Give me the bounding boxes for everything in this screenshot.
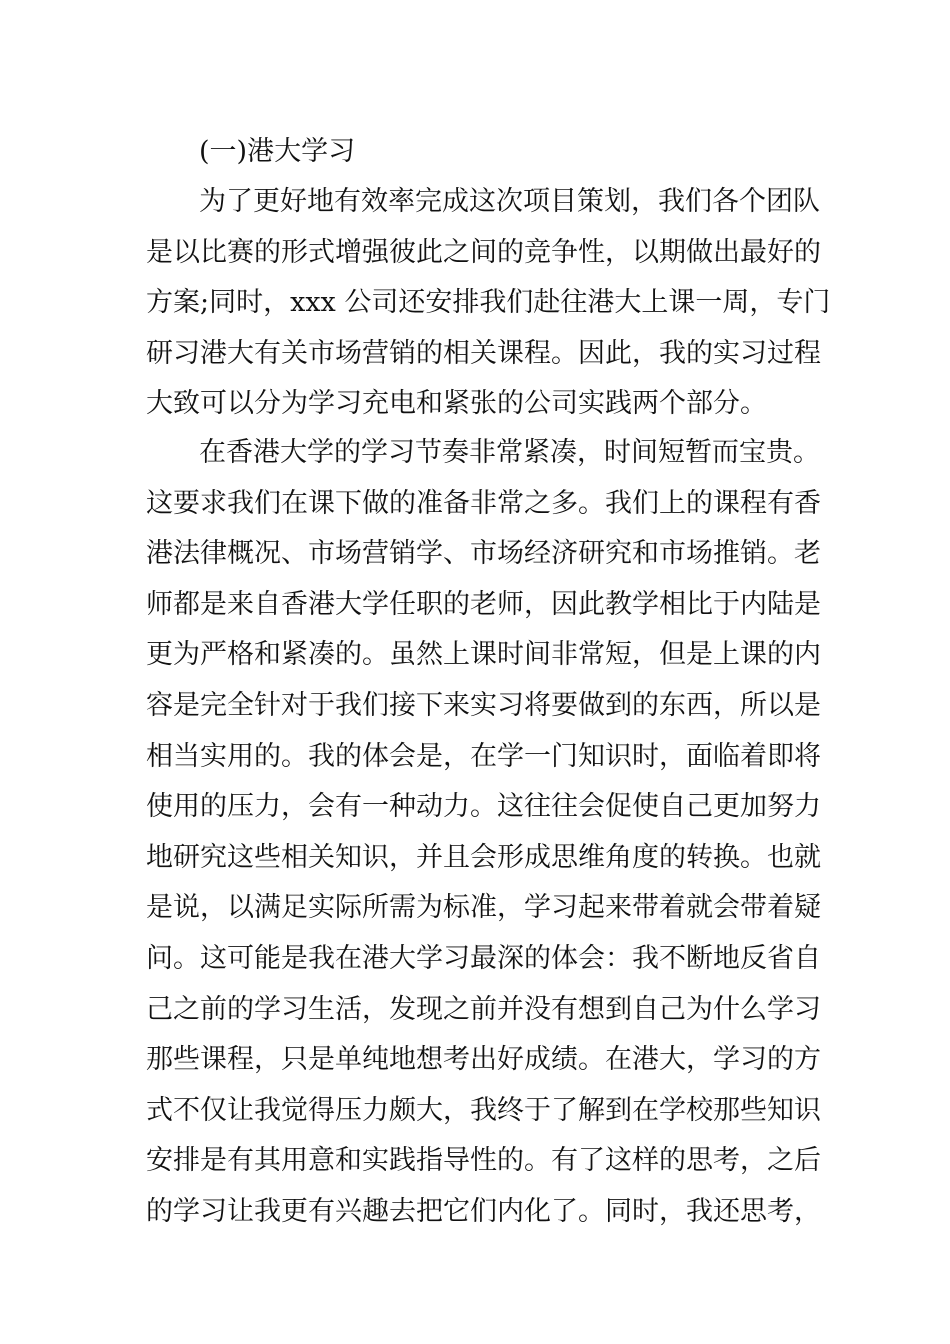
paragraph-line: 港法律概况、市场营销学、市场经济研究和市场推销。老 xyxy=(146,538,821,570)
paragraph-line: 的学习让我更有兴趣去把它们内化了。同时，我还思考， xyxy=(146,1195,821,1227)
paragraph-line: 使用的压力，会有一种动力。这往往会促使自己更加努力 xyxy=(146,791,821,823)
paragraph-line: 式不仅让我觉得压力颇大，我终于了解到在学校那些知识 xyxy=(146,1094,821,1126)
paragraph-line: 己之前的学习生活，发现之前并没有想到自己为什么学习 xyxy=(146,993,821,1025)
paragraph-line: 问。这可能是我在港大学习最深的体会：我不断地反省自 xyxy=(146,942,821,974)
paragraph-line: 更为严格和紧凑的。虽然上课时间非常短，但是上课的内 xyxy=(146,639,821,671)
paragraph-1 xyxy=(146,177,831,430)
paragraph-2 xyxy=(146,428,821,1238)
section-heading: (一)港大学习 xyxy=(199,136,356,167)
paragraph-line: 相当实用的。我的体会是，在学一门知识时，面临着即将 xyxy=(146,740,821,772)
paragraph-line: 大致可以分为学习充电和紧张的公司实践两个部分。 xyxy=(146,388,767,420)
paragraph-line: 安排是有其用意和实践指导性的。有了这样的思考，之后 xyxy=(146,1145,821,1177)
paragraph-line: 是以比赛的形式增强彼此之间的竞争性，以期做出最好的 xyxy=(146,236,821,268)
paragraph-line: 为了更好地有效率完成这次项目策划，我们各个团队 xyxy=(199,186,820,217)
paragraph-line: 方案;同时，xxx 公司还安排我们赴往港大上课一周，专门 xyxy=(146,287,831,319)
paragraph-line: 地研究这些相关知识，并且会形成思维角度的转换。也就 xyxy=(146,841,821,873)
paragraph-line: 容是完全针对于我们接下来实习将要做到的东西，所以是 xyxy=(146,689,821,721)
paragraph-line: 研习港大有关市场营销的相关课程。因此，我的实习过程 xyxy=(146,337,821,369)
paragraph-line: 这要求我们在课下做的准备非常之多。我们上的课程有香 xyxy=(146,487,821,519)
paragraph-line: 师都是来自香港大学任职的老师，因此教学相比于内陆是 xyxy=(146,588,821,620)
paragraph-line: 在香港大学的学习节奏非常紧凑，时间短暂而宝贵。 xyxy=(199,437,820,468)
paragraph-line: 是说，以满足实际所需为标准，学习起来带着就会带着疑 xyxy=(146,892,821,924)
paragraph-line: 那些课程，只是单纯地想考出好成绩。在港大，学习的方 xyxy=(146,1044,821,1076)
